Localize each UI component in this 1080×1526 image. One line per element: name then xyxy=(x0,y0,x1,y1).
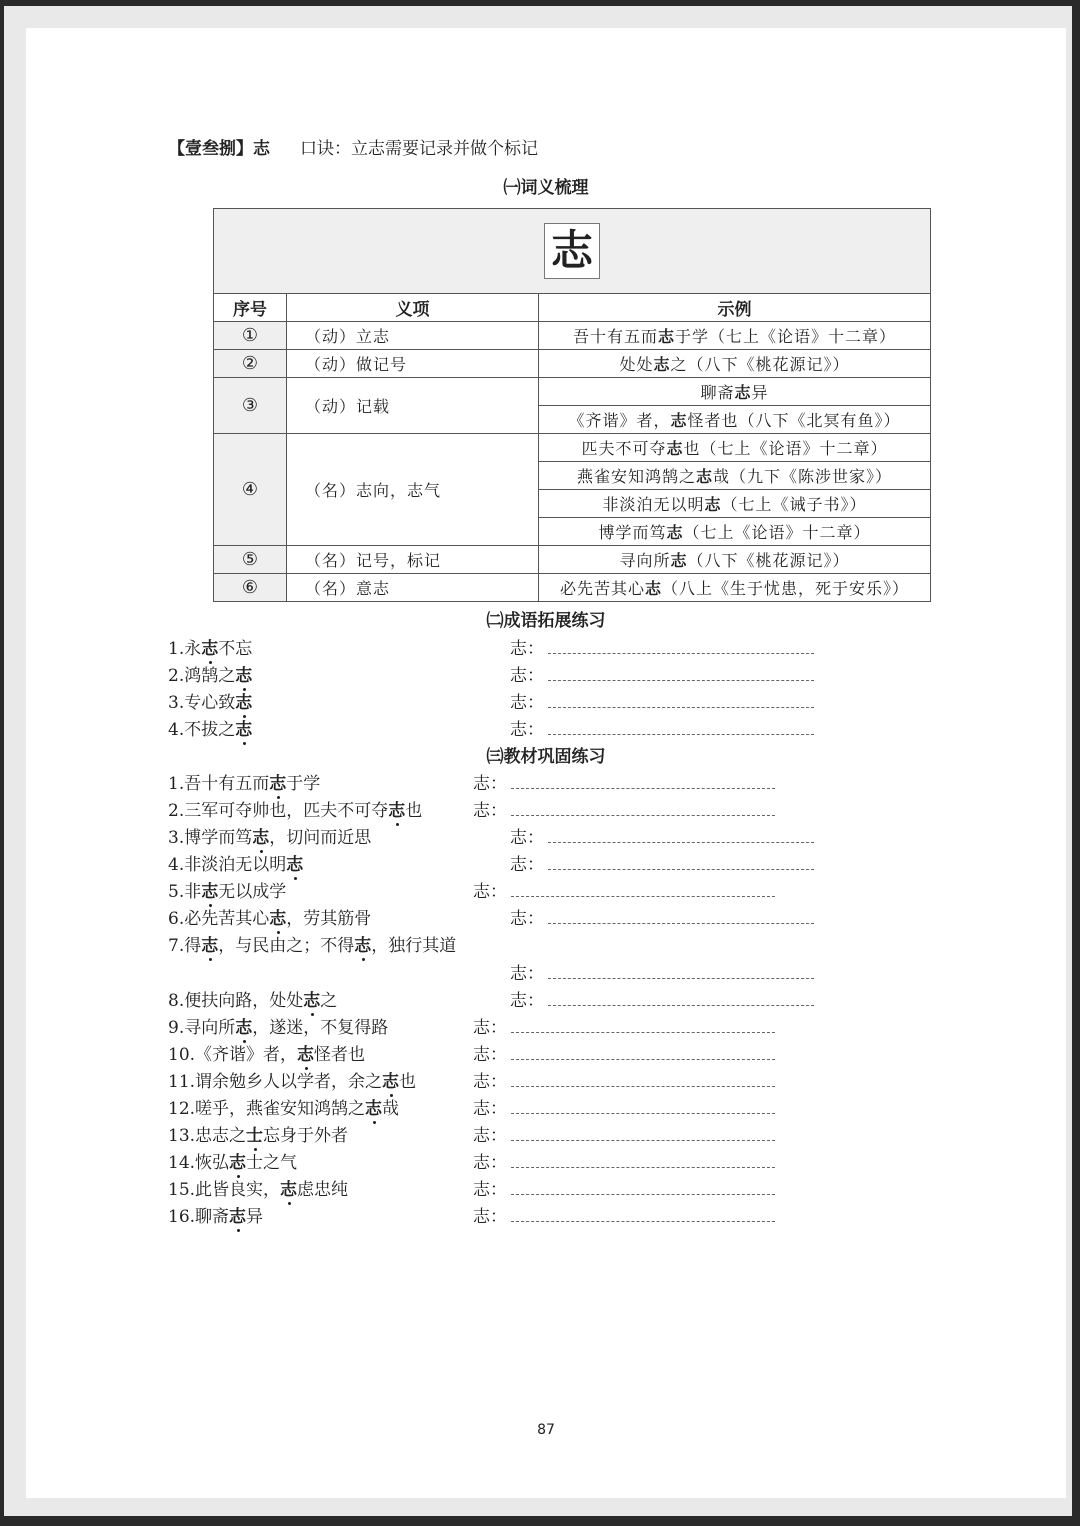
answer-blank[interactable]: 志： xyxy=(510,904,814,929)
list-item: 3.博学而笃志，切问而近思 xyxy=(168,823,371,848)
answer-blank[interactable]: 志： xyxy=(510,688,814,713)
row-num: ⑤ xyxy=(214,546,287,574)
row-num: ② xyxy=(214,350,287,378)
list-item: 8.便扶向路，处处志之 xyxy=(168,986,337,1011)
row-example: 必先苦其心志（八上《生于忧患，死于安乐》） xyxy=(539,574,931,602)
answer-blank[interactable]: 志： xyxy=(510,661,814,686)
list-item: 2.鸿鹄之志 xyxy=(168,661,252,686)
entry-header xyxy=(168,134,538,159)
row-num: ③ xyxy=(214,378,287,434)
list-item: 14.恢弘志士之气 xyxy=(168,1148,297,1173)
row-example: 吾十有五而志于学（七上《论语》十二章） xyxy=(539,322,931,350)
row-meaning: （动）记载 xyxy=(287,378,539,434)
document-page xyxy=(26,28,1066,1498)
answer-blank[interactable]: 志： xyxy=(510,959,814,984)
row-example: 博学而笃志（七上《论语》十二章） xyxy=(539,518,931,546)
answer-blank[interactable]: 志： xyxy=(473,1121,775,1146)
row-num: ⑥ xyxy=(214,574,287,602)
list-item: 12.嗟乎，燕雀安知鸿鹄之志哉 xyxy=(168,1094,399,1119)
section2-title: ㈡成语拓展练习 xyxy=(486,611,606,631)
row-example: 燕雀安知鸿鹄之志哉（九下《陈涉世家》） xyxy=(539,462,931,490)
char-header-cell xyxy=(214,209,931,294)
list-item: 13.忠志之士忘身于外者 xyxy=(168,1121,348,1146)
answer-blank[interactable]: 志： xyxy=(510,986,814,1011)
page-number: 87 xyxy=(537,1422,555,1438)
table-row xyxy=(214,350,931,378)
answer-blank[interactable]: 志： xyxy=(473,1094,775,1119)
row-num: ① xyxy=(214,322,287,350)
entry-motto: 口诀：立志需要记录并做个标记 xyxy=(300,139,538,159)
list-item: 5.非志无以成学 xyxy=(168,877,286,902)
table-row xyxy=(214,378,931,406)
list-item: 3.专心致志 xyxy=(168,688,252,713)
answer-blank[interactable]: 志： xyxy=(473,1067,775,1092)
answer-blank[interactable]: 志： xyxy=(473,1202,775,1227)
list-item: 10.《齐谐》者，志怪者也 xyxy=(168,1040,365,1065)
row-num: ④ xyxy=(214,434,287,546)
answer-blank[interactable]: 志： xyxy=(510,715,814,740)
row-meaning: （动）立志 xyxy=(287,322,539,350)
answer-blank[interactable]: 志： xyxy=(473,877,775,902)
page-frame xyxy=(4,6,1072,1516)
row-meaning: （名）意志 xyxy=(287,574,539,602)
row-example: 匹夫不可夺志也（七上《论语》十二章） xyxy=(539,434,931,462)
list-item: 16.聊斋志异 xyxy=(168,1202,263,1227)
list-item: 7.得志，与民由之；不得志，独行其道 xyxy=(168,931,456,956)
list-item: 1.永志不忘 xyxy=(168,634,252,659)
answer-blank[interactable]: 志： xyxy=(510,850,814,875)
answer-blank[interactable]: 志： xyxy=(473,1013,775,1038)
col-header-example: 示例 xyxy=(539,294,931,322)
row-example: 《齐谐》者，志怪者也（八下《北冥有鱼》） xyxy=(539,406,931,434)
entry-tag: 【壹叁捌】志 xyxy=(168,139,270,159)
table-row xyxy=(214,322,931,350)
table-row xyxy=(214,574,931,602)
answer-blank[interactable]: 志： xyxy=(473,1148,775,1173)
list-item: 6.必先苦其心志，劳其筋骨 xyxy=(168,904,371,929)
list-item: 4.不拔之志 xyxy=(168,715,252,740)
answer-blank[interactable]: 志： xyxy=(510,634,814,659)
list-item: 15.此皆良实，志虑忠纯 xyxy=(168,1175,348,1200)
list-item: 9.寻向所志，遂迷，不复得路 xyxy=(168,1013,388,1038)
table-row xyxy=(214,546,931,574)
list-item: 1.吾十有五而志于学 xyxy=(168,769,320,794)
list-item: 11.谓余勉乡人以学者，余之志也 xyxy=(168,1067,416,1092)
row-example: 非淡泊无以明志（七上《诫子书》） xyxy=(539,490,931,518)
section3-title: ㈢教材巩固练习 xyxy=(486,747,606,767)
col-header-num: 序号 xyxy=(214,294,287,322)
section1-title: ㈠词义梳理 xyxy=(503,178,589,198)
row-example: 聊斋志异 xyxy=(539,378,931,406)
answer-blank[interactable]: 志： xyxy=(473,769,775,794)
meaning-table xyxy=(213,208,931,602)
col-header-meaning: 义项 xyxy=(287,294,539,322)
list-item: 2.三军可夺帅也，匹夫不可夺志也 xyxy=(168,796,422,821)
answer-blank[interactable]: 志： xyxy=(473,1040,775,1065)
row-meaning: （名）记号，标记 xyxy=(287,546,539,574)
answer-blank[interactable]: 志： xyxy=(473,1175,775,1200)
main-character: 志 xyxy=(544,223,600,279)
row-meaning: （动）做记号 xyxy=(287,350,539,378)
list-item: 4.非淡泊无以明志 xyxy=(168,850,303,875)
answer-blank[interactable]: 志： xyxy=(473,796,775,821)
row-meaning: （名）志向，志气 xyxy=(287,434,539,546)
row-example: 处处志之（八下《桃花源记》） xyxy=(539,350,931,378)
table-row xyxy=(214,434,931,462)
row-example: 寻向所志（八下《桃花源记》） xyxy=(539,546,931,574)
answer-blank[interactable]: 志： xyxy=(510,823,814,848)
